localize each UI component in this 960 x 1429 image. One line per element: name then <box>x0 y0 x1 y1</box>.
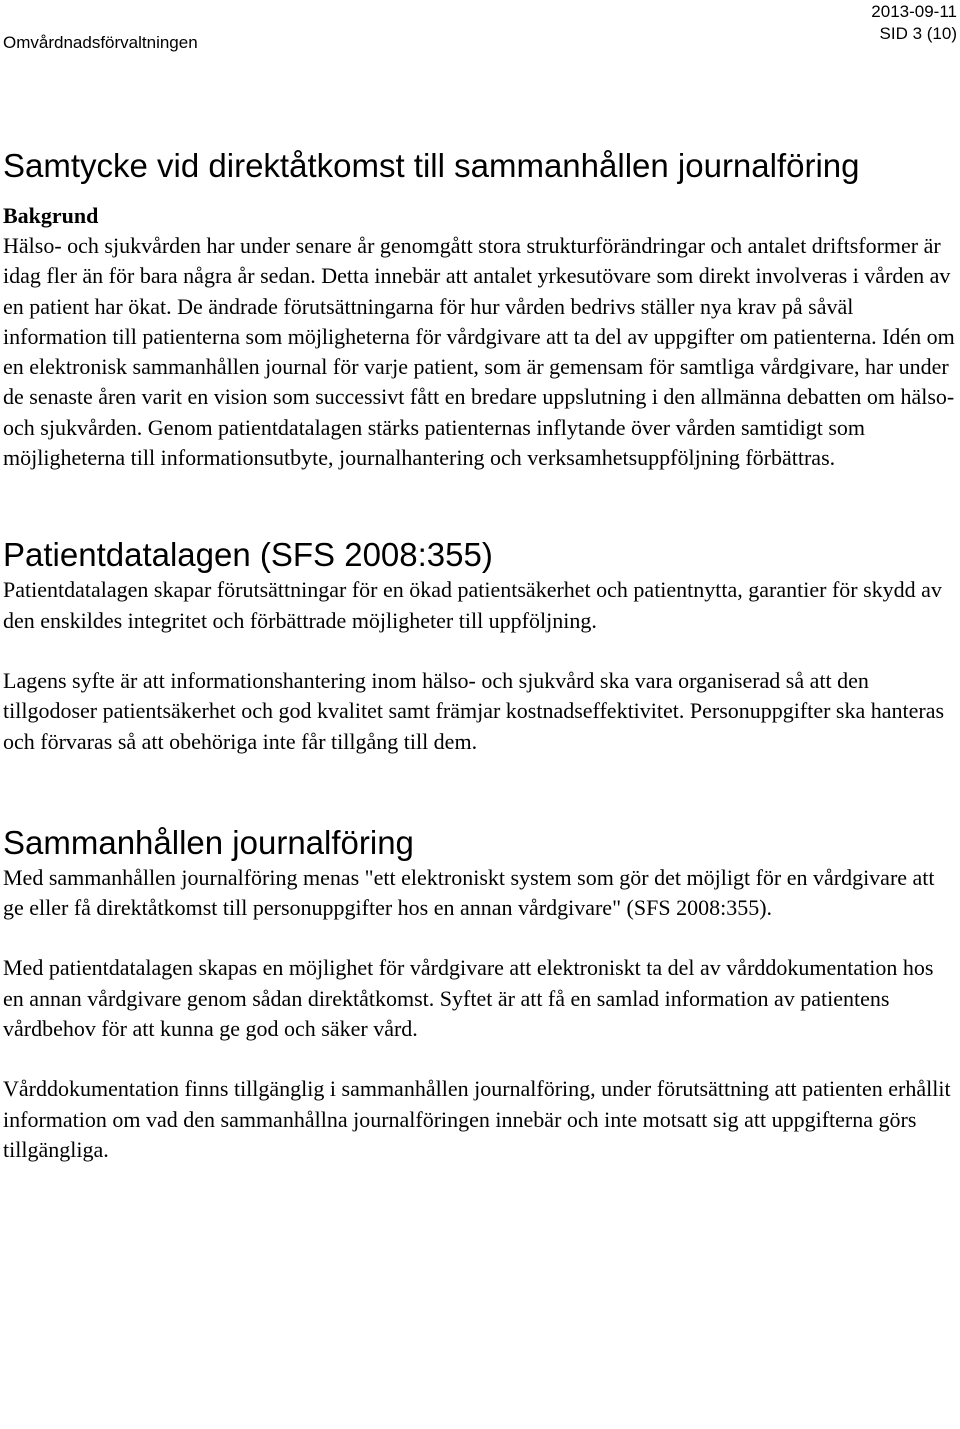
header-date: 2013-09-11 <box>871 2 957 21</box>
sjf-paragraph-3: Vårddokumentation finns tillgänglig i sammanhållen journalföring, under förutsättning att patienten erhållit information om vad den sammanhållna journalföringen innebär och inte motsatt sig att uppgifterna görs tillgängliga. <box>3 1076 951 1162</box>
pdl-paragraph-2: Lagens syfte är att informationshantering inom hälso- och sjukvård ska vara organiserad så att den tillgodoser patientsäkerhet och god kvalitet samt främjar kostnadseffektivitet. Personuppgifter ska hanteras och förvaras så att obehöriga inte får tillgång till dem. <box>3 667 945 754</box>
background-paragraph: Hälso- och sjukvården har under senare år genomgått stora strukturförändringar och antalet driftsformer är idag fler än för bara några år sedan. Detta innebär att antalet yrkesutövare som direkt involveras i vården av en patient har ökat. De ändrade förutsättningarna för hur vården bedrivs ställer nya krav på såväl information till patienterna som möjligheterna för vårdgivare att ta del av uppgifter om patienterna. Idén om en elektronisk sammanhållen journal för varje patient, som är gemensam för samtliga vårdgivare, har under de senaste åren varit en vision som successivt fått en bredare uppslutning i den allmänna debatten om hälso- och sjukvården. Genom patientdatalagen stärks patienternas inflytande över vården samtidigt som möjligheterna till informationsutbyte, journalhantering och verksamhetsuppföljning förbättras. <box>3 233 955 471</box>
sjf-heading: Sammanhållen journalföring <box>3 823 414 861</box>
pdl-paragraph-1: Patientdatalagen skapar förutsättningar för en ökad patientsäkerhet och patientnytta, garantier för skydd av den enskildes integritet och förbättrade möjligheter till uppföljning. <box>3 577 942 633</box>
document-title: Samtycke vid direktåtkomst till sammanhållen journalföring <box>3 147 860 184</box>
sjf-paragraph-1: Med sammanhållen journalföring menas "ett elektroniskt system som gör det möjligt för en vårdgivare att ge eller få direktåtkomst till personuppgifter hos en annan vårdgivare" (SFS 2008:355). <box>3 864 935 921</box>
header-page-number: SID 3 (10) <box>879 24 957 43</box>
document-body <box>3 144 958 1165</box>
pdl-heading: Patientdatalagen (SFS 2008:355) <box>3 536 493 574</box>
header-organization: Omvårdnadsförvaltningen <box>3 33 198 52</box>
header-meta <box>871 1 957 45</box>
sjf-paragraph-2: Med patientdatalagen skapas en möjlighet för vårdgivare att elektroniskt ta del av vårddokumentation hos en annan vårdgivare genom sådan direktåtkomst. Syftet är att få en samlad information av patientens vårdbehov för att kunna ge god och säker vård. <box>3 955 934 1042</box>
background-heading: Bakgrund <box>3 203 99 228</box>
